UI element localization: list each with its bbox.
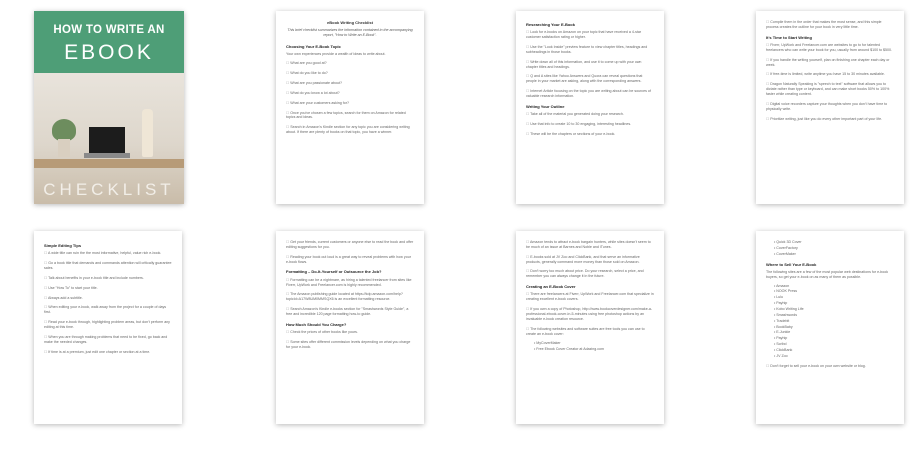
checklist-item: ☐ Amazon tends to attract e-book bargain hunters, while sites doesn't seem to be much of an issue at Barnes and Noble and iTunes. bbox=[526, 240, 654, 250]
section-heading: How Much Should You Charge? bbox=[286, 321, 347, 327]
plant-illustration bbox=[52, 119, 76, 141]
checklist-item: ☐ Q and A sites like Yahoo Answers and Quora can reveal questions that people in your market are asking, along with the corresponding answers. bbox=[526, 74, 654, 84]
checklist-item: ☐ Formatting can be a nightmare, as hiring a talented freelancer from sites like Fiverr, UpWork and Freelancer.com is highly recommended. bbox=[286, 278, 414, 288]
lamp-illustration bbox=[142, 109, 153, 157]
checklist-item: ☐ Some sites offer different commission levels depending on what you charge for your e-book. bbox=[286, 340, 414, 350]
section-heading: Simple Editing Tips bbox=[44, 243, 82, 248]
bullet-item: • BookBaby bbox=[774, 325, 894, 330]
bullet-item: • Payhip bbox=[774, 301, 894, 306]
checklist-item: ☐ Look for e-books on Amazon on your topic that have received a 4-star customer satisfaction rating or higher. bbox=[526, 30, 654, 40]
section-heading: Choosing Your E-Book Topic bbox=[286, 44, 341, 50]
cover-subtitle: CHECKLIST bbox=[43, 180, 175, 199]
checklist-item: ☐ Check the prices of other books like yours. bbox=[286, 330, 414, 335]
cover-title-line2: EBOOK bbox=[64, 41, 154, 64]
bullet-item: • MyCoverMaker bbox=[534, 341, 654, 346]
checklist-item: ☐ What do you like to do? bbox=[286, 71, 414, 76]
laptop-base-illustration bbox=[84, 153, 130, 158]
checklist-item: ☐ Search Amazon's Kindle e-books section for "Smashwords Style Guide", a free and incredible 120 page formatting how-to guide. bbox=[286, 307, 414, 317]
checklist-item: ☐ What do you know a lot about? bbox=[286, 91, 414, 96]
bullet-item: • CoverMaker bbox=[774, 252, 894, 257]
checklist-item: ☐ Once you've chosen a few topics, search for them on Amazon for related topics and ideas. bbox=[286, 111, 414, 121]
checklist-item: ☐ When editing your e-book, walk away from the project for a couple of days first. bbox=[44, 305, 172, 315]
checklist-item: ☐ Compile them in the order that makes the most sense, and this simple process creates the outline for your book in very little time. bbox=[766, 20, 894, 30]
checklist-item: ☐ Reading your book out loud is a great way to reveal problems with how your e-book flows. bbox=[286, 255, 414, 265]
section-paragraph: The following sites are a few of the most popular web destinations for e-book buyers, so get your e-book on as many of them as possible. bbox=[766, 269, 889, 279]
bullet-item: • Payhip bbox=[774, 336, 894, 341]
section-paragraph: Your own experiences provide a wealth of ideas to write about. bbox=[286, 52, 386, 57]
bullet-item: • Scribd bbox=[774, 342, 894, 347]
bullet-item: • Quick 3D Cover bbox=[774, 240, 894, 245]
checklist-item: ☐ Write down all of this information, and use it to come up with your own chapter titles and headings. bbox=[526, 60, 654, 70]
checklist-item: ☐ A wide title can ruin the the most informative, helpful, value rich e-book. bbox=[44, 251, 172, 256]
bullet-item: • NOOK Press bbox=[774, 289, 894, 294]
checklist-item: ☐ There are freelancers at Fiverr, UpWork and Freelancer.com that specialize in creating excellent e-book covers. bbox=[526, 292, 654, 302]
section-heading: Where to Sell Your E-Book bbox=[766, 261, 817, 267]
checklist-item: ☐ If you own a copy of Photoshop, http://www.bookcoverdesigner.com/make-a-professional-ebook-cover-in-5-minutes using free photoshop actions by an invaluable e-book creation resource. bbox=[526, 307, 654, 322]
bullet-item: • E-Junkie bbox=[774, 330, 894, 335]
checklist-item: ☐ Use that info to create 10 to 30 engaging, interesting headlines. bbox=[526, 122, 654, 127]
checklist-item: ☐ What are your customers asking for? bbox=[286, 101, 414, 106]
checklist-item: ☐ Use the "Look Inside" preview feature to view chapter titles, headings and subheadings in those books. bbox=[526, 45, 654, 55]
bullet-item: • ClickBank bbox=[774, 348, 894, 353]
section-heading: Researching Your E-Book bbox=[526, 22, 575, 27]
checklist-page-8[interactable] bbox=[756, 231, 904, 424]
page-intro: This brief checklist summarizes the information contained in the accompanying report, "How to Write an E-Book". bbox=[287, 28, 413, 38]
checklist-page-5[interactable] bbox=[34, 231, 182, 424]
checklist-item: ☐ The Amazon publishing guide located at https://kdp.amazon.com/help?topicId=A17W8UM0MMSQX6 is an excellent formatting resource. bbox=[286, 292, 414, 302]
checklist-item: ☐ Get your friends, current customers or anyone else to read the book and offer editing suggestions for you. bbox=[286, 240, 414, 250]
bullet-item: • Kobo Writing Life bbox=[774, 307, 894, 312]
checklist-item: ☐ Don't worry too much about price. Do your research, select a price, and remember you can always change it in the future. bbox=[526, 269, 654, 279]
checklist-item: ☐ Digital voice recorders capture your thoughts when you don't have time to physically write. bbox=[766, 102, 894, 112]
checklist-item: ☐ Dragon Naturally Speaking is "speech to text" software that allows you to dictate rather than type or keyboard, and can make short books 50% to 100% faster while creating content. bbox=[766, 82, 894, 97]
section-heading: Formatting – Do-It-Yourself or Outsource the Job? bbox=[286, 269, 382, 275]
bullet-item: • Free Ebook Cover Creator at Adazing.com bbox=[534, 347, 654, 352]
checklist-item: ☐ The following websites and software suites are free tools you can use to create an e-book cover: bbox=[526, 327, 654, 337]
bullet-item: • Lulu bbox=[774, 295, 894, 300]
cover-page[interactable] bbox=[34, 11, 184, 204]
checklist-item: ☐ Fiverr, UpWork and Freelancer.com are websites to go to for talented freelancers who can write your book for you, usually from around $100 to $500. bbox=[766, 43, 894, 53]
checklist-page-3[interactable] bbox=[516, 11, 664, 204]
checklist-item: ☐ E-books sold at JV Zoo and ClickBank, and that serve an informative products, generally command more money than those sold on Amazon. bbox=[526, 255, 654, 265]
checklist-item: ☐ Take all of the material you generated doing your research. bbox=[526, 112, 654, 117]
bullet-item: • Smashwords bbox=[774, 313, 894, 318]
checklist-item: ☐ What are you good at? bbox=[286, 61, 414, 66]
checklist-item: ☐ Go a book title that demands and commands attention will critically guarantee sales. bbox=[44, 261, 172, 271]
bullet-item: • JV Zoo bbox=[774, 354, 894, 359]
checklist-item: ☐ When you are through making problems that need to be fixed, go back and make the needed changes. bbox=[44, 335, 172, 345]
desk-illustration bbox=[34, 159, 184, 168]
checklist-item: ☐ Internet Article focusing on the topic you are writing about can be sources of valuable research information. bbox=[526, 89, 654, 99]
checklist-page-4[interactable] bbox=[756, 11, 904, 204]
page-title: eBook Writing Checklist bbox=[327, 20, 373, 25]
checklist-item: ☐ Read your e-book through, highlighting problem areas, but don't perform any editing at this time. bbox=[44, 320, 172, 330]
checklist-page-7[interactable] bbox=[516, 231, 664, 424]
checklist-item: ☐ Talk about benefits in your e-book title and include numbers. bbox=[44, 276, 172, 281]
checklist-item: ☐ If free-time is limited, write anytime you have 15 to 30 minutes available. bbox=[766, 72, 894, 77]
checklist-item: ☐ If time is at a premium, just edit one chapter or section at a time. bbox=[44, 350, 172, 355]
pot-illustration bbox=[58, 139, 70, 157]
bullet-item: • Tradebit bbox=[774, 319, 894, 324]
section-heading: Writing Your Outline bbox=[526, 103, 565, 109]
checklist-page-6[interactable] bbox=[276, 231, 424, 424]
checklist-item: ☐ These will be the chapters or sections of your e-book. bbox=[526, 132, 654, 137]
bullet-item: • Amazon bbox=[774, 284, 894, 289]
section-heading: Creating an E-Book Cover bbox=[526, 284, 576, 290]
checklist-page-2[interactable] bbox=[276, 11, 424, 204]
laptop-illustration bbox=[89, 127, 125, 153]
checklist-item: ☐ Use "How To" to start your title. bbox=[44, 286, 172, 291]
bullet-item: • CoverFactory bbox=[774, 246, 894, 251]
checklist-item: ☐ Prioritize writing, just like you do every other important part of your life. bbox=[766, 117, 894, 122]
section-heading: It's Time to Start Writing bbox=[766, 34, 812, 40]
cover-title-line1: HOW TO WRITE AN bbox=[53, 24, 165, 36]
checklist-item: ☐ Search in Amazon's Kindle section for any topic you are considering writing about. If there are plenty of books on that topic, you have a winner. bbox=[286, 125, 414, 135]
checklist-item: ☐ What are you passionate about? bbox=[286, 81, 414, 86]
checklist-item: ☐ If you handle the writing yourself, plan on finishing one chapter each day or week. bbox=[766, 58, 894, 68]
checklist-item: ☐ Don't forget to sell your e-book on your own website or blog. bbox=[766, 364, 894, 369]
checklist-item: ☐ Always add a subtitle. bbox=[44, 296, 172, 301]
